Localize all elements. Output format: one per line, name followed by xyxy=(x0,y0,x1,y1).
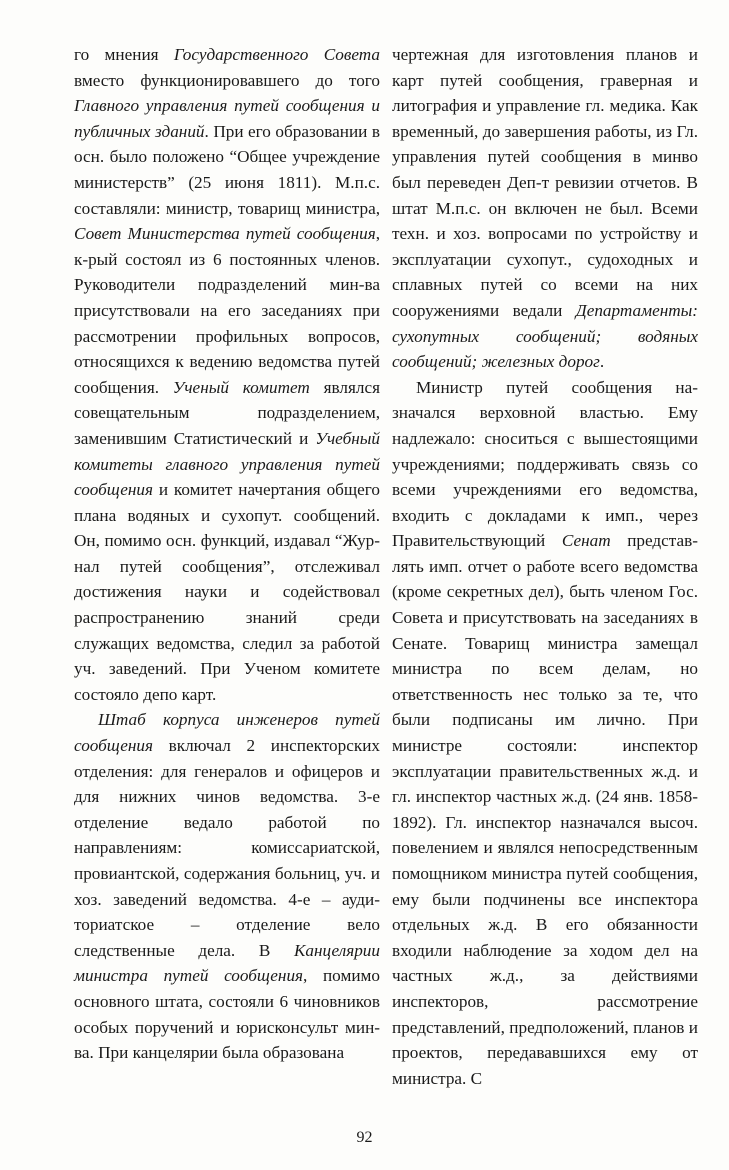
text-run: вместо функционировавшего до того xyxy=(74,70,380,90)
italic-term: Главного управления путей сообщения и публичных зданий xyxy=(74,96,380,141)
paragraph xyxy=(74,707,380,1065)
paragraph xyxy=(392,42,698,375)
text-run: , помимо основного штата, состояли 6 чиновников особых поручений и юрисконсульт мин-ва. При канцелярии была образована xyxy=(74,966,380,1063)
text-run: Министр путей сообщения назначался верховной властью. Ему надлежало: сноситься с вышестоящими учреждениями; поддерживать связь со всеми учреждениями его ведомства, входить с докладами к имп., через Правительствующий xyxy=(392,377,698,551)
italic-term: Совет Министерства путей сообщения xyxy=(74,224,376,244)
italic-term: Департаменты: сухопутных сообщений; водяных сообщений; железных дорог xyxy=(392,300,698,372)
italic-term: Сенат xyxy=(561,531,611,551)
italic-term: Штаб корпуса инженеров путей сообщения xyxy=(74,710,380,756)
text-run: го мнения xyxy=(74,45,174,64)
paragraph xyxy=(392,375,698,1092)
text-run: представлять имп. отчет о работе всего ведомства (кроме секретных дел), быть членом Гос. Совета и присутствовать на заседаниях в Сенате. Товарищ министра замещал министра по всем делам, но ответственность нес только за те, что были подписаны им лично. При министре состояли: инспектор эксплуатации правительственных ж.д. и гл. инспектор частных ж.д. (24 янв. 1858-1892). Гл. инспектор назначался высоч. повелением и являлся непосредственным помощником министра путей сообщения, ему были подчинены все инспектора отдельных ж.д. В его обязанности входили наблюдение за ходом дел на частных ж.д., за действиями инспекторов, рассмотрение представлений, предположений, планов и проектов, передававшихся ему от министра. С xyxy=(392,531,698,1088)
paragraph xyxy=(74,42,380,707)
italic-term: Ученый комитет xyxy=(172,377,310,397)
text-run: . При его образовании в осн. было положено “Общее учреждение министерств” (25 июня 1811). М.п.с. составляли: министр, товарищ министра, xyxy=(74,121,380,218)
text-run: и комитет начертания общего плана водяных и сухопут. сообщений. Он, помимо осн. функций, издавал “Журнал путей сообщения”, отслеживал достижения науки и содействовал распространению знаний среди служащих ведомства, следил за работой уч. заведений. При Ученом комитете состояло депо карт. xyxy=(74,480,380,704)
text-run: включал 2 инспекторских отделения: для генералов и офицеров и для нижних чинов ведомства. 3-е отделение ведало работой по направлениям: комиссариатской, провиантской, содержания больниц, уч. и хоз. заведений ведомства. 4-е – аудиториатское – отделение вело следственные дела. В xyxy=(74,736,380,960)
right-text-column xyxy=(392,42,698,1091)
text-run: чертежная для изготовления планов и карт путей сообщения, граверная и литография и управление гл. медика. Как временный, до завершения работы, из Гл. управления путей сообщения в минво был переведен Деп-т ревизии отчетов. В штат М.п.с. он включен не был. Всеми техн. и хоз. вопросами по устройству и эксплуатации сухопут., судоходных и сплавных путей со всеми на них сооружениями ведали xyxy=(392,45,698,320)
left-text-column xyxy=(74,42,380,1066)
italic-term: Государственного Совета xyxy=(173,45,380,64)
page-number: 92 xyxy=(356,1129,373,1146)
text-run: . xyxy=(599,352,605,372)
italic-term: Канцелярии министра путей сообщения xyxy=(74,940,380,986)
text-run: , к-рый состоял из 6 постоянных членов. Руководители подразделений мин-ва присутствовали на его заседаниях при рассмотрении профильных вопросов, относящихся к ведению ведомства путей сообщения. xyxy=(74,224,380,397)
text-run: являлся совещательным подразделением, заменившим Статистический и xyxy=(74,377,381,448)
italic-term: Учебный комитеты главного управления путей сообщения xyxy=(74,428,380,500)
